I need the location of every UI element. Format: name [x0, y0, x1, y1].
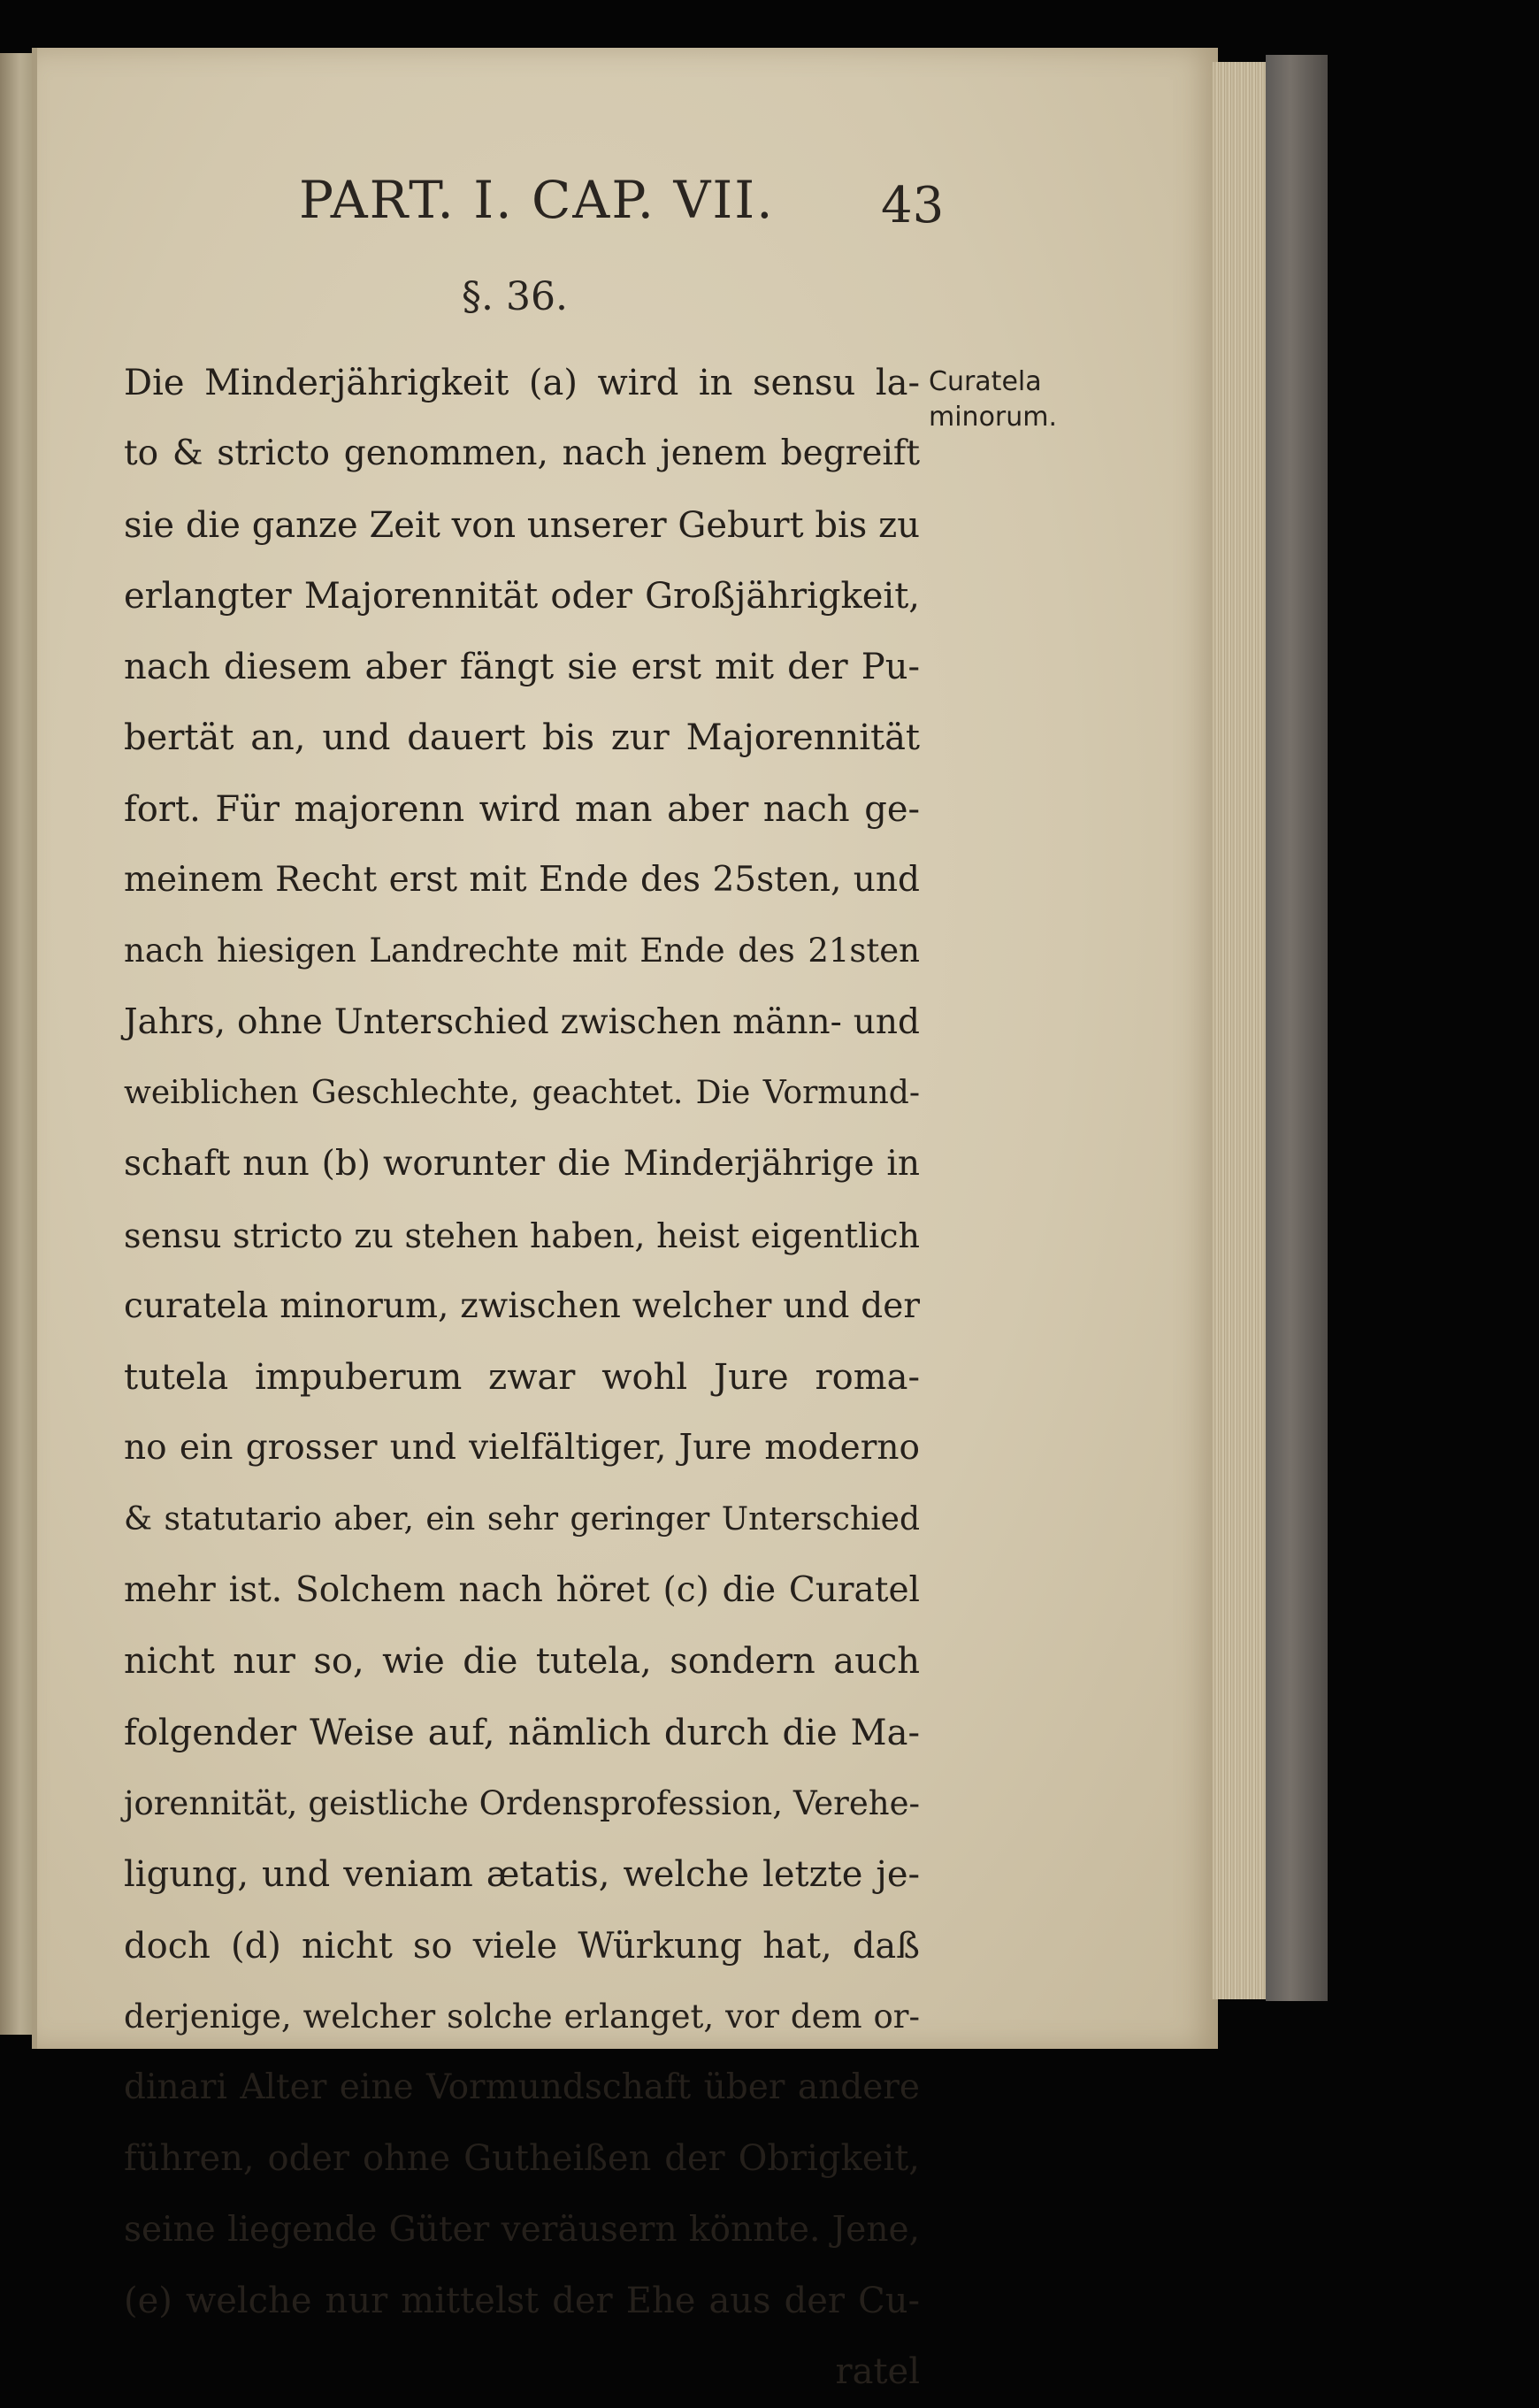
- catchword: ratel: [835, 2351, 920, 2393]
- text-line: ligung, und veniam ætatis, welche letzte je-: [124, 1854, 920, 1896]
- text-line: nach hiesigen Landrechte mit Ende des 21sten: [124, 932, 920, 970]
- body-text: [124, 348, 920, 2408]
- text-line: sie die ganze Zeit von unserer Geburt bis zu: [124, 504, 920, 546]
- text-line: Jahrs, ohne Unterschied zwischen männ- und: [124, 1001, 920, 1042]
- marginal-note-line: minorum.: [929, 402, 1058, 433]
- text-line: doch (d) nicht so viele Würkung hat, daß: [124, 1925, 920, 1967]
- text-line: mehr ist. Solchem nach höret (c) die Curatel: [124, 1570, 920, 1611]
- marginal-note: [929, 364, 1057, 435]
- text-line: jorennität, geistliche Ordensprofession, Verehe-: [124, 1783, 920, 1822]
- book-cover: [1266, 55, 1328, 2001]
- text-line: dinari Alter eine Vormundschaft über andere: [124, 2067, 920, 2108]
- text-line: weiblichen Geschlechte, geachtet. Die Vormund-: [124, 1074, 920, 1111]
- text-line: sensu stricto zu stehen haben, heist eigentlich: [124, 1216, 920, 1255]
- facing-page-edge: [0, 53, 34, 2035]
- marginal-note-line: Curatela: [929, 366, 1042, 397]
- running-header: PART. I. CAP. VII.: [299, 170, 775, 230]
- text-line: schaft nun (b) worunter die Minderjährige in: [124, 1144, 920, 1185]
- text-line: nach diesem aber fängt sie erst mit der Pu-: [124, 647, 920, 688]
- text-line: bertät an, und dauert bis zur Majorennität: [124, 717, 920, 759]
- text-line: führen, oder ohne Gutheißen der Obrigkeit,: [124, 2138, 920, 2180]
- text-line: nicht nur so, wie die tutela, sondern auch: [124, 1641, 920, 1683]
- text-line: (e) welche nur mittelst der Ehe aus der Cu-: [124, 2281, 920, 2322]
- text-line: & statutario aber, ein sehr geringer Unterschied: [124, 1500, 920, 1538]
- text-line: no ein grosser und vielfältiger, Jure moderno: [124, 1428, 920, 1469]
- text-line: fort. Für majorenn wird man aber nach ge-: [124, 788, 920, 830]
- section-heading: §. 36.: [462, 274, 568, 319]
- text-line: tutela impuberum zwar wohl Jure roma-: [124, 1357, 920, 1399]
- text-line: erlangter Majorennität oder Großjährigkeit,: [124, 575, 920, 617]
- text-line: derjenige, welcher solche erlanget, vor dem or-: [124, 1997, 920, 2036]
- page-number: 43: [881, 177, 945, 234]
- text-line: seine liegende Güter veräusern könnte. Jene,: [124, 2209, 920, 2250]
- text-line: curatela minorum, zwischen welcher und der: [124, 1285, 920, 1326]
- text-line: folgender Weise auf, nämlich durch die Ma-: [124, 1712, 920, 1753]
- page-block-edge: [1213, 62, 1266, 1999]
- text-line: Die Minderjährigkeit (a) wird in sensu la-: [124, 363, 920, 403]
- text-line: meinem Recht erst mit Ende des 25sten, und: [124, 860, 920, 901]
- text-line: to & stricto genommen, nach jenem begreift: [124, 433, 920, 474]
